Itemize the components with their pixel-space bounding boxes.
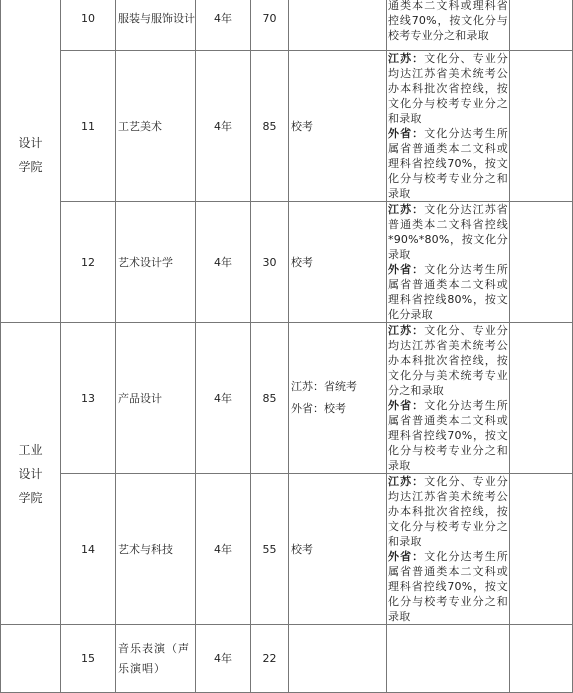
row-number: 15 [61, 625, 116, 693]
note-text: 文化分、专业分均达江苏省美术统考公办本科批次省控线，按文化分与美术统考专业分之和录取 [388, 324, 508, 397]
note-label: 外省： [388, 127, 425, 140]
note-label: 江苏： [388, 52, 425, 65]
major-name: 艺术与科技 [116, 474, 196, 625]
note-label: 外省： [388, 399, 425, 412]
note-other [388, 398, 508, 473]
plan-count: 85 [251, 51, 289, 202]
note-label: 外省： [388, 550, 425, 563]
row-number: 14 [61, 474, 116, 625]
empty-cell [510, 202, 573, 323]
college-name: 设计学院 [18, 135, 43, 174]
major-name: 服装与服饰设计 [116, 0, 196, 51]
note-label: 外省： [388, 263, 425, 276]
note-text: 通类本二文科或理科省控线70%，按文化分与校考专业分之和录取 [388, 0, 508, 42]
note-text: 文化分、专业分均达江苏省美术统考公办本科批次省控线，按文化分与校考专业分之和录取 [388, 52, 508, 125]
note-text: 文化分达江苏省普通类本二文科省控线*90%*80%，按文化分录取 [388, 203, 508, 261]
note-text: 文化分达考生所属省普通类本二文科或理科省控线70%，按文化分与校考专业分之和录取 [388, 399, 508, 472]
row-number: 13 [61, 323, 116, 474]
table-row [1, 51, 573, 202]
note-jiangsu [388, 51, 508, 126]
row-number: 12 [61, 202, 116, 323]
table-row [1, 323, 573, 474]
plan-count: 22 [251, 625, 289, 693]
admission-note [387, 0, 510, 51]
note-label: 江苏： [388, 203, 425, 216]
note-text: 文化分达考生所属省普通类本二文科或理科省控线70%，按文化分与校考专业分之和录取 [388, 127, 508, 200]
major-name: 产品设计 [116, 323, 196, 474]
plan-count: 30 [251, 202, 289, 323]
admission-note [387, 51, 510, 202]
empty-cell [510, 51, 573, 202]
college-cell [1, 323, 61, 625]
note-jiangsu [388, 323, 508, 398]
table-row [1, 625, 573, 693]
note-other [388, 262, 508, 322]
years: 4年 [196, 323, 251, 474]
plan-count: 70 [251, 0, 289, 51]
college-cell [1, 0, 61, 323]
college-name: 工业设计学院 [18, 442, 43, 505]
table-row [1, 474, 573, 625]
plan-count: 85 [251, 323, 289, 474]
exam-type: 校考 [289, 202, 387, 323]
years: 4年 [196, 0, 251, 51]
note-label: 江苏： [388, 324, 425, 337]
note-text: 文化分达考生所属省普通类本二文科或理科省控线80%，按文化分录取 [388, 263, 508, 321]
admission-note [387, 202, 510, 323]
note-other [388, 549, 508, 624]
admission-note [387, 323, 510, 474]
empty-cell [510, 0, 573, 51]
admission-note [387, 474, 510, 625]
plan-count: 55 [251, 474, 289, 625]
college-cell [1, 625, 61, 693]
empty-cell [510, 474, 573, 625]
exam-type [289, 0, 387, 51]
table-row [1, 202, 573, 323]
exam-type: 校考 [289, 474, 387, 625]
years: 4年 [196, 474, 251, 625]
major-name: 艺术设计学 [116, 202, 196, 323]
exam-type: 校考 [289, 51, 387, 202]
note-jiangsu [388, 474, 508, 549]
row-number: 11 [61, 51, 116, 202]
note-text: 文化分达考生所属省普通类本二文科或理科省控线70%，按文化分与校考专业分之和录取 [388, 550, 508, 623]
table-row [1, 0, 573, 51]
row-number: 10 [61, 0, 116, 51]
note-text: 文化分、专业分均达江苏省美术统考公办本科批次省控线，按文化分与校考专业分之和录取 [388, 475, 508, 548]
major-name: 工艺美术 [116, 51, 196, 202]
empty-cell [510, 625, 573, 693]
years: 4年 [196, 51, 251, 202]
note-jiangsu [388, 202, 508, 262]
exam-type [289, 625, 387, 693]
note-label: 江苏： [388, 475, 425, 488]
years: 4年 [196, 202, 251, 323]
admission-note [387, 625, 510, 693]
major-name: 音乐表演（声乐演唱） [116, 625, 196, 693]
note-other [388, 126, 508, 201]
years: 4年 [196, 625, 251, 693]
empty-cell [510, 323, 573, 474]
exam-type: 江苏：省统考 外省：校考 [289, 323, 387, 474]
